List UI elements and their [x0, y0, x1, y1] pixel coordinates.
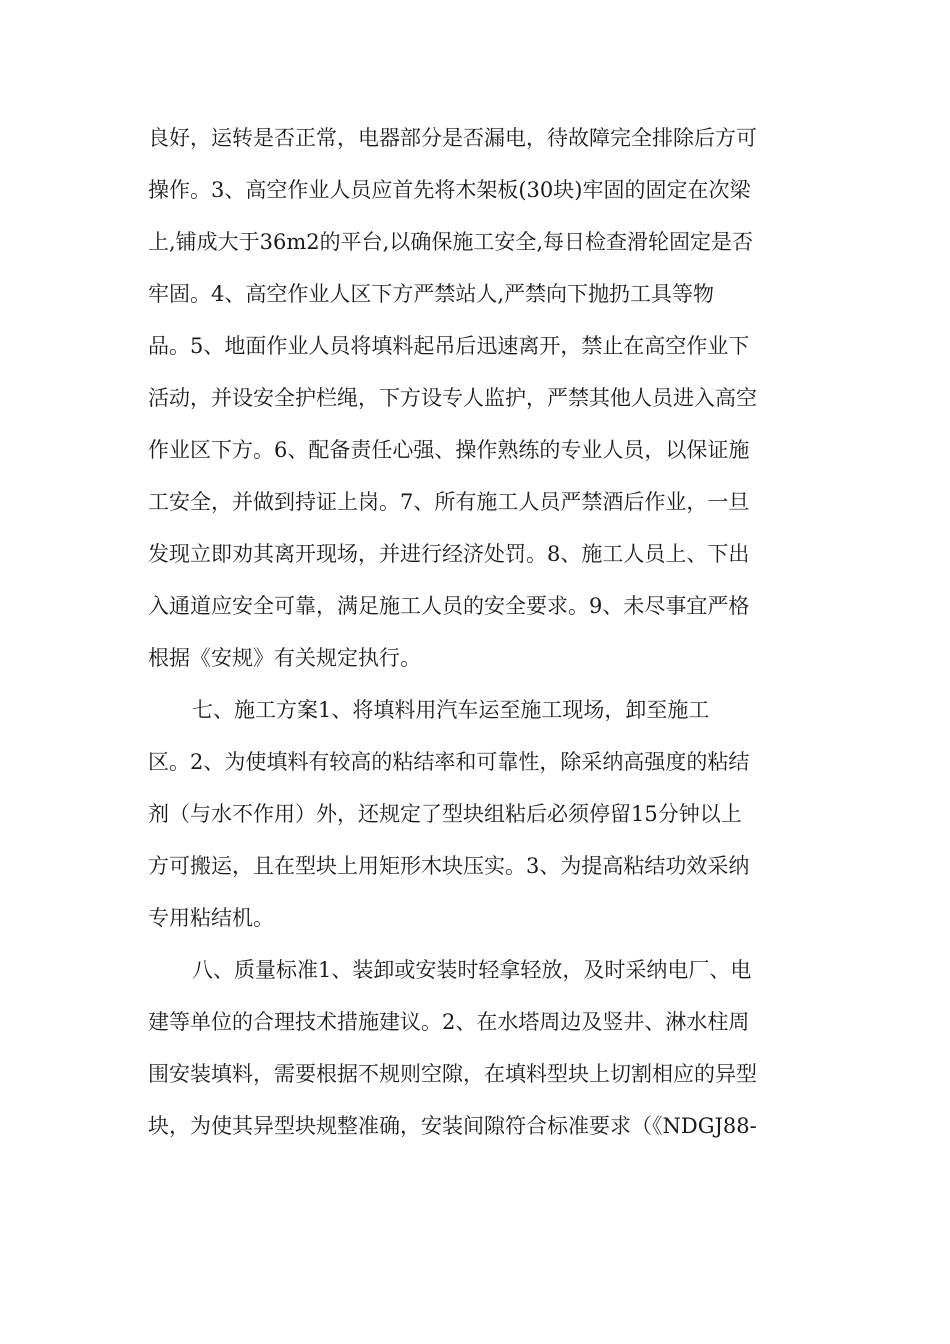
text-line: 围安装填料，需要根据不规则空隙，在填料型块上切割相应的异型	[148, 1062, 757, 1086]
text-line: 入通道应安全可靠，满足施工人员的安全要求。9、未尽事宜严格	[148, 594, 750, 618]
text-line: 上,铺成大于36m2的平台,以确保施工安全,每日检查滑轮固定是否	[148, 230, 754, 254]
text-line: 建等单位的合理技术措施建议。2、在水塔周边及竖井、淋水柱周	[148, 1010, 750, 1034]
text-line: 品。5、地面作业人员将填料起吊后迅速离开，禁止在高空作业下	[148, 334, 750, 358]
text-line: 工安全，并做到持证上岗。7、所有施工人员严禁酒后作业，一旦	[148, 490, 750, 514]
text-line: 操作。3、高空作业人员应首先将木架板(30块)牢固的固定在次梁	[148, 178, 751, 202]
text-line: 活动，并设安全护栏绳，下方设专人监护，严禁其他人员进入高空	[148, 386, 757, 410]
text-line: 牢固。4、高空作业人区下方严禁站人,严禁向下抛扔工具等物	[148, 282, 715, 306]
text-line: 剂（与水不作用）外，还规定了型块组粘后必须停留15分钟以上	[148, 802, 742, 826]
text-line: 区。2、为使填料有较高的粘结率和可靠性，除采纳高强度的粘结	[148, 750, 750, 774]
document-body	[148, 118, 808, 1158]
text-line: 作业区下方。6、配备责任心强、操作熟练的专业人员，以保证施	[148, 438, 750, 462]
text-line: 良好，运转是否正常，电器部分是否漏电，待故障完全排除后方可	[148, 126, 757, 150]
text-line: 专用粘结机。	[148, 906, 274, 930]
section-seven-heading-line: 七、施工方案1、将填料用汽车运至施工现场，卸至施工	[192, 698, 710, 722]
text-line: 块，为使其异型块规整准确，安装间隙符合标准要求（《NDGJ88-	[148, 1114, 757, 1138]
text-line: 根据《安规》有关规定执行。	[148, 646, 421, 670]
text-line: 方可搬运，且在型块上用矩形木块压实。3、为提高粘结功效采纳	[148, 854, 750, 878]
section-eight-heading-line: 八、质量标准1、装卸或安装时轻拿轻放，及时采纳电厂、电	[192, 958, 752, 982]
text-line: 发现立即劝其离开现场，并进行经济处罚。8、施工人员上、下出	[148, 542, 750, 566]
